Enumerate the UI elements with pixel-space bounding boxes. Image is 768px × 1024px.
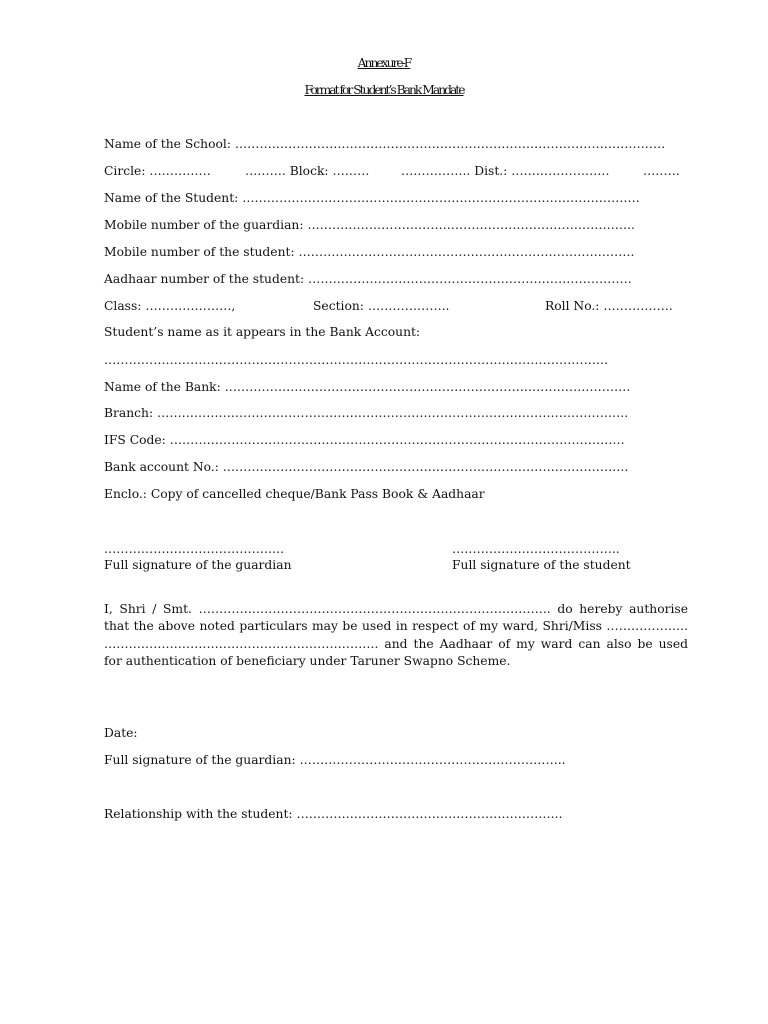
student-mobile-field: Mobile number of the student: ………………………………………………………………………. bbox=[104, 245, 635, 259]
circle-field: Circle: …………… bbox=[104, 164, 211, 178]
guardian-signature-line: …………………………………….. bbox=[104, 542, 284, 556]
account-number-field: Bank account No.: ……………………………………………………………………………………… bbox=[104, 460, 629, 474]
student-signature-line: ………………………………….. bbox=[452, 542, 620, 556]
dist-field: …………….. Dist.: …………………… bbox=[401, 164, 610, 178]
branch-field: Branch: ……………………………………………………………………………………………………. bbox=[104, 406, 629, 420]
school-name-field: Name of the School: …………………………………………………………………………………………… bbox=[104, 137, 666, 151]
guardian-mobile-field: Mobile number of the guardian: …………………………………………………………………….. bbox=[104, 218, 635, 232]
guardian-signature-label: Full signature of the guardian bbox=[104, 558, 292, 572]
section-field: Section: ……………….. bbox=[313, 299, 450, 313]
dist-field-tail: ……… bbox=[643, 164, 680, 178]
student-name-field: Name of the Student: ……………………………………………………………………………………. bbox=[104, 191, 640, 205]
date-field: Date: bbox=[104, 726, 138, 740]
annexure-label: Annexure-F bbox=[357, 56, 411, 70]
bank-name-field: Name of the Bank: ……………………………………………………………………………………… bbox=[104, 380, 631, 394]
bank-account-name-line: …………………………………………………………………………………………………………… bbox=[104, 353, 609, 367]
aadhaar-field: Aadhaar number of the student: ……………………………………………………………………. bbox=[104, 272, 632, 286]
enclosure-note: Enclo.: Copy of cancelled cheque/Bank Pass Book & Aadhaar bbox=[104, 487, 485, 501]
form-title: Format for Student’s Bank Mandate bbox=[304, 83, 464, 97]
ifs-code-field: IFS Code: ………………………………………………………………………………………………… bbox=[104, 433, 625, 447]
roll-no-field: Roll No.: …………….. bbox=[545, 299, 673, 313]
authorisation-paragraph: I, Shri / Smt. ………………………………………………………………………….. do hereby authorise that the above noted particulars may be used in respect of my ward, Shri/Miss ……………….. …………………………………………………………. and the Aadhaar of my ward can also be used for authentication of beneficiary under Taruner Swapno Scheme. bbox=[104, 602, 688, 669]
block-field: ………. Block: ……… bbox=[245, 164, 370, 178]
student-signature-label: Full signature of the student bbox=[452, 558, 631, 572]
guardian-signature-field: Full signature of the guardian: ……………………………………………………….. bbox=[104, 753, 566, 767]
relationship-field: Relationship with the student: ……………………………………………………….. bbox=[104, 807, 563, 821]
class-field: Class: …………………, bbox=[104, 299, 236, 313]
bank-account-name-label: Student’s name as it appears in the Bank Account: bbox=[104, 325, 421, 339]
